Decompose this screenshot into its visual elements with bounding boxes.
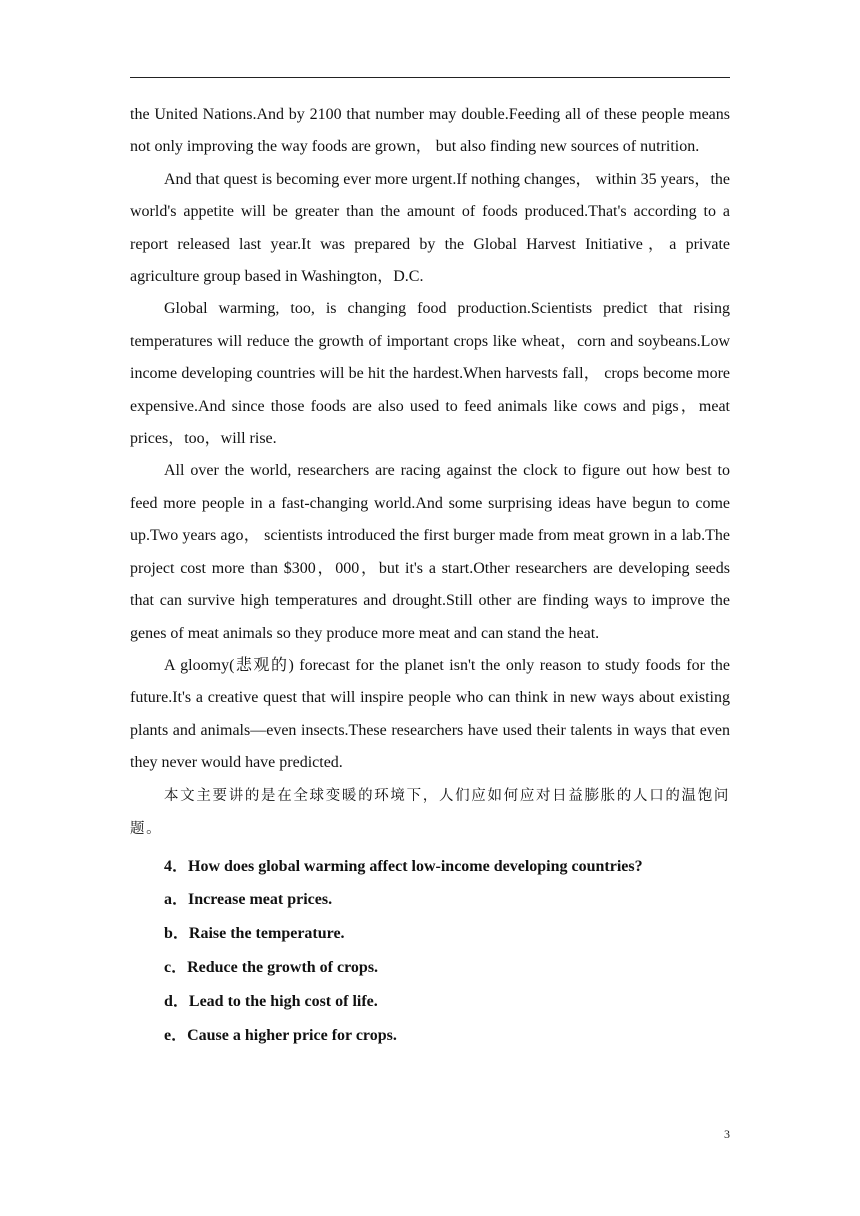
- option-d: d．Lead to the high cost of life.: [164, 992, 378, 1010]
- option-c: c．Reduce the growth of crops.: [164, 958, 379, 976]
- paragraph-1: the United Nations.And by 2100 that number may double.Feeding all of these people means not only improving the way foods are grown， but also finding new sources of nutrition.: [130, 106, 730, 156]
- page-number: 3: [724, 1127, 730, 1141]
- paragraph-4: All over the world, researchers are racing against the clock to figure out how best to feed more people in a fast‑changing world.And some surprising ideas have begun to come up.Two years ago， scientists introduced the first burger made from meat grown in a lab.The project cost more than $300，000，but it's a start.Other researchers are developing seeds that can survive high temperatures and drought.Still other are finding ways to improve the genes of meat animals so they produce more meat and can stand the heat.: [130, 462, 730, 642]
- question-text: 4．How does global warming affect low-income developing countries?: [164, 857, 643, 875]
- option-e: e．Cause a higher price for crops.: [164, 1026, 397, 1044]
- option-b: b．Raise the temperature.: [164, 925, 345, 943]
- document-body: [130, 99, 730, 1052]
- paragraph-5: A gloomy(悲观的) forecast for the planet isn't the only reason to study foods for the future.It's a creative quest that will inspire people who can think in new ways about existing plants and animals—even insects.These researchers have used their talents in ways that even they never would have predicted.: [130, 656, 730, 772]
- header-rule: [130, 77, 730, 78]
- option-a: a．Increase meat prices.: [164, 891, 333, 909]
- paragraph-3: Global warming, too, is changing food production.Scientists predict that rising temperatures will reduce the growth of important crops like wheat，corn and soybeans.Low income developing countries will be hit the hardest.When harvests fall， crops become more expensive.And since those foods are also used to feed animals like cows and pigs，meat prices，too，will rise.: [130, 300, 730, 448]
- paragraph-2: And that quest is becoming ever more urgent.If nothing changes， within 35 years，the world's appetite will be greater than the amount of foods produced.That's according to a report released last year.It was prepared by the Global Harvest Initiative，a private agriculture group based in Washington，D.C.: [130, 170, 730, 286]
- answer-options: [130, 883, 730, 1052]
- chinese-summary: 本文主要讲的是在全球变暖的环境下，人们应如何应对日益膨胀的人口的温饱问题。: [130, 787, 730, 837]
